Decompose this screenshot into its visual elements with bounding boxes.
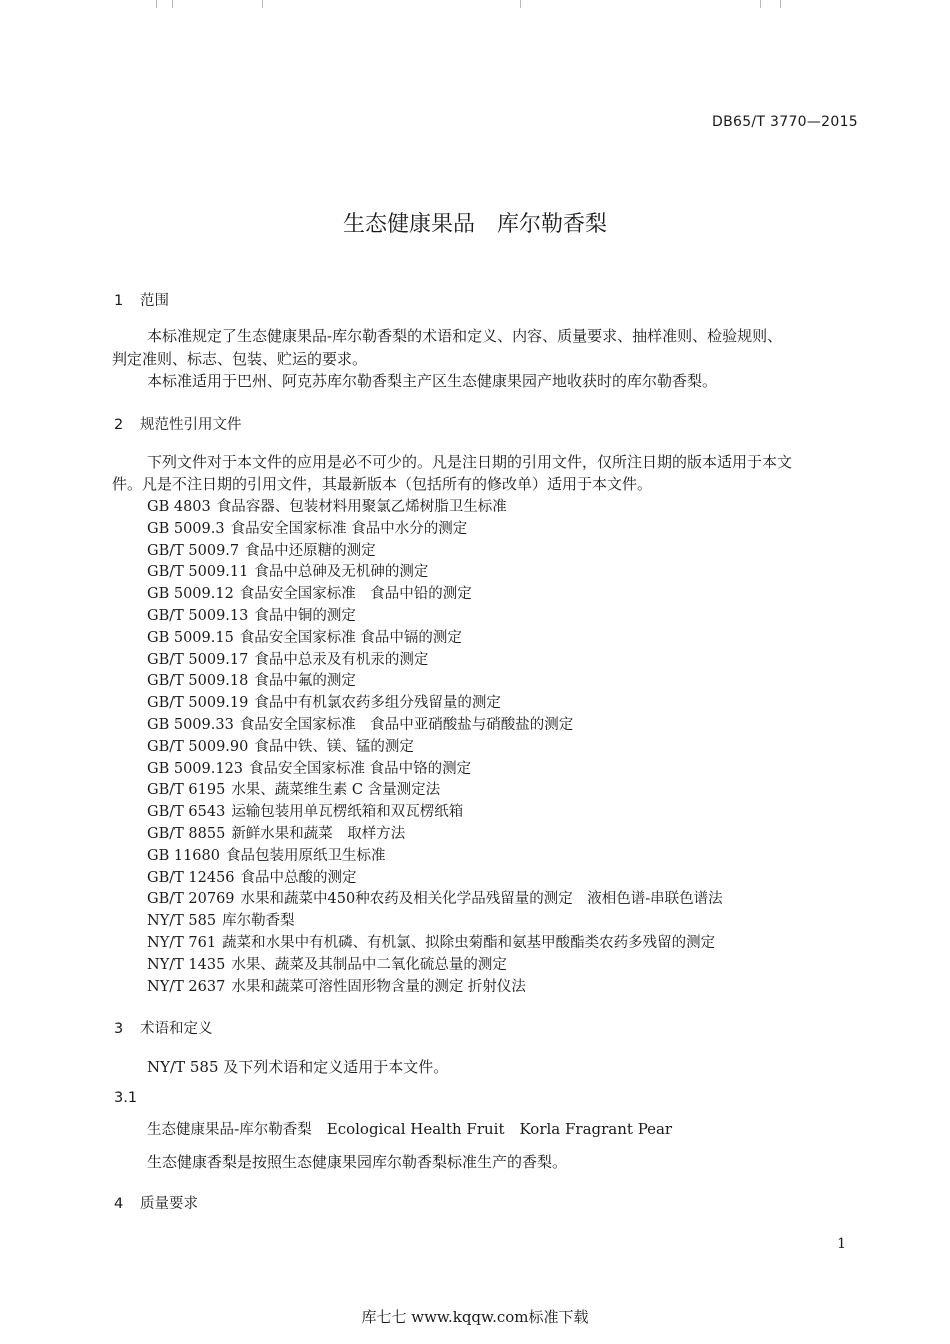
reference-title: 水果、蔬菜维生素 C 含量测定法 [231, 782, 441, 799]
scan-mark [156, 0, 157, 8]
reference-code: GB/T 5009.90 [147, 738, 249, 755]
document-title: 生态健康果品 库尔勒香梨 [342, 212, 607, 237]
references-intro-line-2: 件。凡是不注日期的引用文件，其最新版本（包括所有的修改单）适用于本文件。 [112, 475, 653, 493]
term-entry [147, 1118, 672, 1139]
document-number: DB65/T 3770—2015 [712, 114, 858, 130]
reference-code: GB 5009.12 [147, 586, 234, 603]
scan-mark [262, 0, 263, 8]
reference-title: 库尔勒香梨 [222, 913, 295, 930]
scope-paragraph-2: 本标准适用于巴州、阿克苏库尔勒香梨主产区生态健康果园产地收获时的库尔勒香梨。 [147, 372, 718, 390]
reference-item [147, 822, 405, 843]
reference-item [147, 757, 471, 778]
reference-title: 食品安全国家标准 食品中铬的测定 [249, 760, 472, 777]
reference-item [147, 691, 501, 712]
reference-item [147, 626, 462, 647]
reference-item [147, 953, 507, 974]
reference-code: GB/T 5009.17 [147, 651, 249, 668]
page-number: 1 [837, 1236, 846, 1252]
reference-code: GB 5009.3 [147, 520, 225, 537]
reference-title: 食品中铜的测定 [254, 608, 356, 624]
reference-title: 食品安全国家标准 食品中镉的测定 [239, 629, 462, 646]
scope-paragraph-1-line-2: 判定准则、标志、包装、贮运的要求。 [112, 350, 368, 368]
reference-item [147, 800, 463, 821]
reference-code: GB/T 6195 [147, 782, 226, 799]
reference-code: GB 5009.15 [147, 629, 234, 646]
reference-title: 食品包装用原纸卫生标准 [225, 847, 386, 864]
section-2-heading [114, 413, 242, 434]
reference-item [147, 778, 440, 799]
references-intro-line-1: 下列文件对于本文件的应用是必不可少的。凡是注日期的引用文件，仅所注日期的版本适用于本文 [147, 453, 793, 471]
reference-code: GB/T 5009.11 [147, 564, 249, 581]
reference-item [147, 866, 357, 887]
reference-code: GB/T 5009.13 [147, 608, 249, 624]
section-number: 4 [114, 1196, 124, 1212]
reference-code: GB/T 5009.19 [147, 695, 249, 712]
section-number: 1 [114, 293, 124, 309]
reference-item [147, 495, 507, 516]
reference-title: 食品中有机氯农药多组分残留量的测定 [254, 695, 501, 712]
scan-mark [172, 0, 173, 8]
reference-code: GB 5009.123 [147, 760, 244, 777]
footer-watermark: 库七七 www.kqqw.com标准下载 [361, 1308, 589, 1326]
reference-title: 水果和蔬菜中450种农药及相关化学品残留量的测定 液相色谱-串联色谱法 [240, 891, 723, 908]
section-4-heading [114, 1192, 198, 1213]
reference-code: GB/T 5009.7 [147, 542, 240, 559]
reference-item [147, 560, 428, 581]
reference-item [147, 539, 376, 560]
reference-code: GB/T 12456 [147, 869, 235, 886]
reference-code: GB/T 20769 [147, 891, 235, 908]
reference-title: 水果和蔬菜可溶性固形物含量的测定 折射仪法 [231, 978, 526, 995]
reference-code: NY/T 1435 [147, 956, 226, 973]
reference-item [147, 604, 356, 625]
reference-title: 食品中总砷及无机砷的测定 [254, 564, 429, 581]
reference-item [147, 931, 715, 952]
section-number: 3 [114, 1021, 124, 1037]
section-title: 质量要求 [140, 1196, 198, 1212]
term-chinese: 生态健康果品-库尔勒香梨 [147, 1122, 312, 1138]
reference-title: 水果、蔬菜及其制品中二氧化硫总量的测定 [231, 956, 507, 973]
scan-mark [520, 0, 521, 8]
terms-intro: NY/T 585 及下列术语和定义适用于本文件。 [147, 1058, 449, 1076]
reference-item [147, 669, 356, 690]
reference-title: 食品中氟的测定 [254, 673, 356, 690]
reference-code: NY/T 2637 [147, 978, 226, 995]
reference-item [147, 844, 385, 865]
reference-title: 食品中铁、镁、锰的测定 [254, 738, 414, 755]
term-definition: 生态健康香梨是按照生态健康果园库尔勒香梨标准生产的香梨。 [147, 1153, 568, 1171]
section-title: 规范性引用文件 [140, 417, 242, 433]
reference-code: GB 5009.33 [147, 717, 234, 733]
reference-code: NY/T 585 [147, 913, 217, 930]
reference-title: 食品安全国家标准 食品中铅的测定 [239, 586, 472, 603]
reference-title: 食品安全国家标准 食品中亚硝酸盐与硝酸盐的测定 [239, 717, 574, 733]
reference-item [147, 735, 414, 756]
term-english: Ecological Health Fruit Korla Fragrant Pear [326, 1120, 673, 1138]
section-title: 范围 [140, 293, 169, 309]
section-3-heading [114, 1017, 213, 1038]
reference-title: 蔬菜和水果中有机磷、有机氯、拟除虫菊酯和氨基甲酸酯类农药多残留的测定 [222, 935, 716, 951]
scope-paragraph-1-line-1: 本标准规定了生态健康果品-库尔勒香梨的术语和定义、内容、质量要求、抽样准则、检验规则、 [147, 327, 783, 345]
reference-item [147, 975, 526, 996]
reference-item [147, 909, 295, 930]
reference-code: GB/T 8855 [147, 826, 226, 842]
reference-item [147, 648, 428, 669]
reference-code: GB 4803 [147, 499, 211, 515]
section-number: 2 [114, 417, 124, 433]
section-title: 术语和定义 [140, 1021, 213, 1037]
reference-code: GB 11680 [147, 847, 220, 864]
scan-mark [780, 0, 781, 8]
section-1-heading [114, 289, 169, 310]
reference-item [147, 887, 723, 908]
reference-code: GB/T 5009.18 [147, 673, 249, 690]
reference-item [147, 517, 467, 538]
reference-item [147, 713, 573, 734]
reference-title: 食品中还原糖的测定 [245, 542, 376, 559]
scan-mark [760, 0, 761, 8]
subsection-number: 3.1 [114, 1090, 138, 1106]
reference-title: 食品中总汞及有机汞的测定 [254, 651, 429, 668]
reference-item [147, 582, 472, 603]
reference-code: GB/T 6543 [147, 804, 226, 821]
reference-code: NY/T 761 [147, 935, 217, 951]
reference-title: 食品容器、包装材料用聚氯乙烯树脂卫生标准 [216, 499, 507, 515]
reference-title: 食品安全国家标准 食品中水分的测定 [230, 520, 468, 537]
reference-title: 新鲜水果和蔬菜 取样方法 [231, 826, 406, 842]
reference-title: 食品中总酸的测定 [240, 869, 357, 886]
reference-title: 运输包装用单瓦楞纸箱和双瓦楞纸箱 [231, 804, 464, 821]
